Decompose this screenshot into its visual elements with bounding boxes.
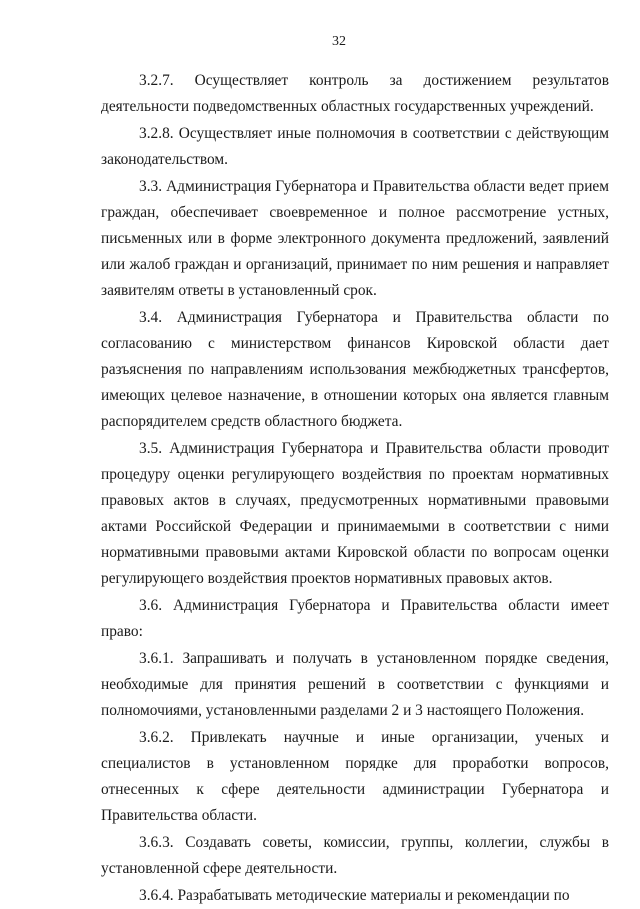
paragraph-3-6: 3.6. Администрация Губернатора и Правительства области имеет право: xyxy=(101,597,609,640)
paragraph-3-6-3: 3.6.3. Создавать советы, комиссии, группы, коллегии, службы в установленной сфере деятельности. xyxy=(101,834,609,877)
paragraph-3-6-2: 3.6.2. Привлекать научные и иные организации, ученых и специалистов в установленном порядке для проработки вопросов, отнесенных к сфере деятельности администрации Губернатора и Правительства области. xyxy=(101,729,609,824)
page-number: 32 xyxy=(332,34,346,49)
paragraph-3-6-1: 3.6.1. Запрашивать и получать в установленном порядке сведения, необходимые для принятия решений в соответствии с функциями и полномочиями, установленными разделами 2 и 3 настоящего Положения. xyxy=(101,650,609,719)
paragraph-3-5: 3.5. Администрация Губернатора и Правительства области проводит процедуру оценки регулирующего воздействия по проектам нормативных правовых актов в случаях, предусмотренных нормативными правовыми актами Российской Федерации и принимаемыми в соответствии с ними нормативными правовыми актами Кировской области по вопросам оценки регулирующего воздействия проектов нормативных правовых актов. xyxy=(101,440,609,587)
paragraph-3-6-4: 3.6.4. Разрабатывать методические материалы и рекомендации по xyxy=(139,887,570,904)
document-body xyxy=(101,68,609,909)
paragraph-3-2-7: 3.2.7. Осуществляет контроль за достижением результатов деятельности подведомственных областных государственных учреждений. xyxy=(101,72,609,115)
paragraph-3-4: 3.4. Администрация Губернатора и Правительства области по согласованию с министерством финансов Кировской области дает разъяснения по направлениям использования межбюджетных трансфертов, имеющих целевое назначение, в отношении которых она является главным распорядителем средств областного бюджета. xyxy=(101,309,609,430)
paragraph-3-3: 3.3. Администрация Губернатора и Правительства области ведет прием граждан, обеспечивает своевременное и полное рассмотрение устных, письменных или в форме электронного документа предложений, заявлений или жалоб граждан и организаций, принимает по ним решения и направляет заявителям ответы в установленный срок. xyxy=(101,178,609,299)
paragraph-3-2-8: 3.2.8. Осуществляет иные полномочия в соответствии с действующим законодательством. xyxy=(101,125,609,168)
